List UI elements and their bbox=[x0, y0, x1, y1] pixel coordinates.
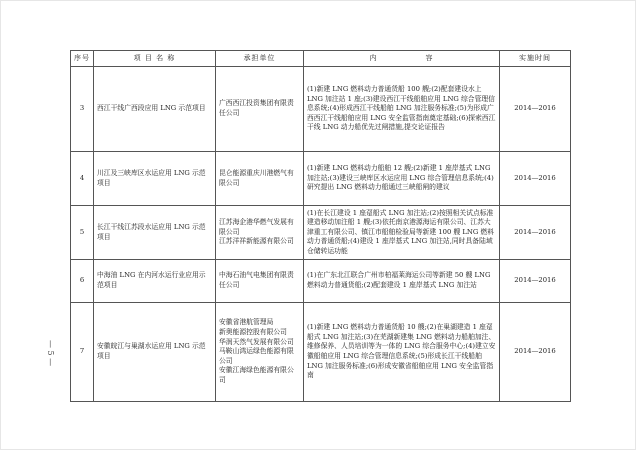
header-time: 实施时间 bbox=[500, 51, 571, 67]
page-number: — 5 — bbox=[46, 340, 55, 367]
organization-line: 广西西江投资集团有限责任公司 bbox=[219, 99, 294, 117]
project-name: 长江干线江苏段水运应用 LNG 示范项目 bbox=[94, 206, 216, 260]
header-org: 承担单位 bbox=[216, 51, 304, 67]
row-number: 7 bbox=[71, 303, 94, 402]
organization-line: 马鞍山鸿运绿色能源有限公司 bbox=[219, 347, 294, 365]
table-header-row bbox=[71, 51, 571, 67]
table-row bbox=[71, 303, 571, 402]
header-project: 项 目 名 称 bbox=[94, 51, 216, 67]
project-content: (1)新建 LNG 燃料动力普通货船 10 艘;(2)在巢湖建造 1 座趸船式 LNG 加注站;(3)在芜湖新建集 LNG 燃料动力船舶加注、维修保养、人员培训等为一体的 LNG 综合服务中心;(4)建立安徽船舶应用 LNG 综合管理信息系统;(5)形成长江干线船舶 LNG 加注服务标准;(6)形成安徽省船舶应用 LNG 安全监管指南 bbox=[304, 303, 500, 402]
header-content: 内 容 bbox=[304, 51, 500, 67]
table-row bbox=[71, 206, 571, 260]
project-name: 安徽皖江与巢湖水运应用 LNG 示范项目 bbox=[94, 303, 216, 402]
row-number: 6 bbox=[71, 260, 94, 303]
organization-line: 安徽省港航管理局 bbox=[219, 318, 274, 327]
organization-line: 昆仑能源重庆川港燃气有限公司 bbox=[219, 168, 294, 187]
project-content: (1)新建 LNG 燃料动力船舶 12 艘;(2)新建 1 座岸基式 LNG 加注站;(3)建设三峡库区水运应用 LNG 综合管理信息系统;(4)研究提出 LNG 燃料动力船通过三峡船闸的建议 bbox=[304, 152, 500, 206]
implementation-time: 2014—2016 bbox=[500, 206, 571, 260]
project-content: (1)新建 LNG 燃料动力普通货船 100 艘;(2)配套建设水上 LNG 加注站 1 座;(3)建设西江干线船舶应用 LNG 综合管理信息系统;(4)形成西江干线船舶 LNG 加注服务标准;(5)为形成广西西江干线船舶应用 LNG 安全监管指南奠定基础;(6)探索西江干线 LNG 动力船优先过闸措施,提交论证报告 bbox=[304, 67, 500, 152]
project-content: (1)在广东北江联合广州市柏福莱海运公司等新建 50 艘 LNG 燃料动力普通货船;(2)配套建设 1 座岸基式 LNG 加注站 bbox=[304, 260, 500, 303]
table-row bbox=[71, 67, 571, 152]
implementation-time: 2014—2016 bbox=[500, 303, 571, 402]
organization-line: 江苏洋祥新能源有限公司 bbox=[219, 237, 294, 246]
organization bbox=[216, 67, 304, 152]
implementation-time: 2014—2016 bbox=[500, 67, 571, 152]
organization-line: 新奥能源控股有限公司 bbox=[219, 328, 287, 337]
implementation-time: 2014—2016 bbox=[500, 260, 571, 303]
organization bbox=[216, 260, 304, 303]
table-row bbox=[71, 260, 571, 303]
organization bbox=[216, 152, 304, 206]
project-table bbox=[70, 50, 571, 402]
organization-line: 江苏海企港华燃气发展有限公司 bbox=[219, 218, 294, 236]
implementation-time: 2014—2016 bbox=[500, 152, 571, 206]
project-name: 中海油 LNG 在内河水运行业应用示范项目 bbox=[94, 260, 216, 303]
header-no: 序号 bbox=[71, 51, 94, 67]
organization bbox=[216, 303, 304, 402]
project-content: (1)在长江建设 1 座趸船式 LNG 加注站;(2)按照相关试点标准建造移动加注船 1 艘;(3)依托南京港源海运有限公司、江苏大津重工有限公司、镇江市船舶检验局等新建 100 艘 LNG 燃料动力普通货船;(4)建设 1 座岸基式 LNG 加注站,同时具备陆域仓储转运功能 bbox=[304, 206, 500, 260]
project-name: 西江干线广西段应用 LNG 示范项目 bbox=[94, 67, 216, 152]
organization-line: 华润天然气发展有限公司 bbox=[219, 337, 294, 346]
organization-line: 中海石油气电集团有限责任公司 bbox=[219, 271, 294, 289]
row-number: 5 bbox=[71, 206, 94, 260]
table-row bbox=[71, 152, 571, 206]
project-name: 川江及三峡库区水运应用 LNG 示范项目 bbox=[94, 152, 216, 206]
row-number: 4 bbox=[71, 152, 94, 206]
organization bbox=[216, 206, 304, 260]
row-number: 3 bbox=[71, 67, 94, 152]
organization-line: 安徽江海绿色能源有限公司 bbox=[219, 366, 294, 384]
